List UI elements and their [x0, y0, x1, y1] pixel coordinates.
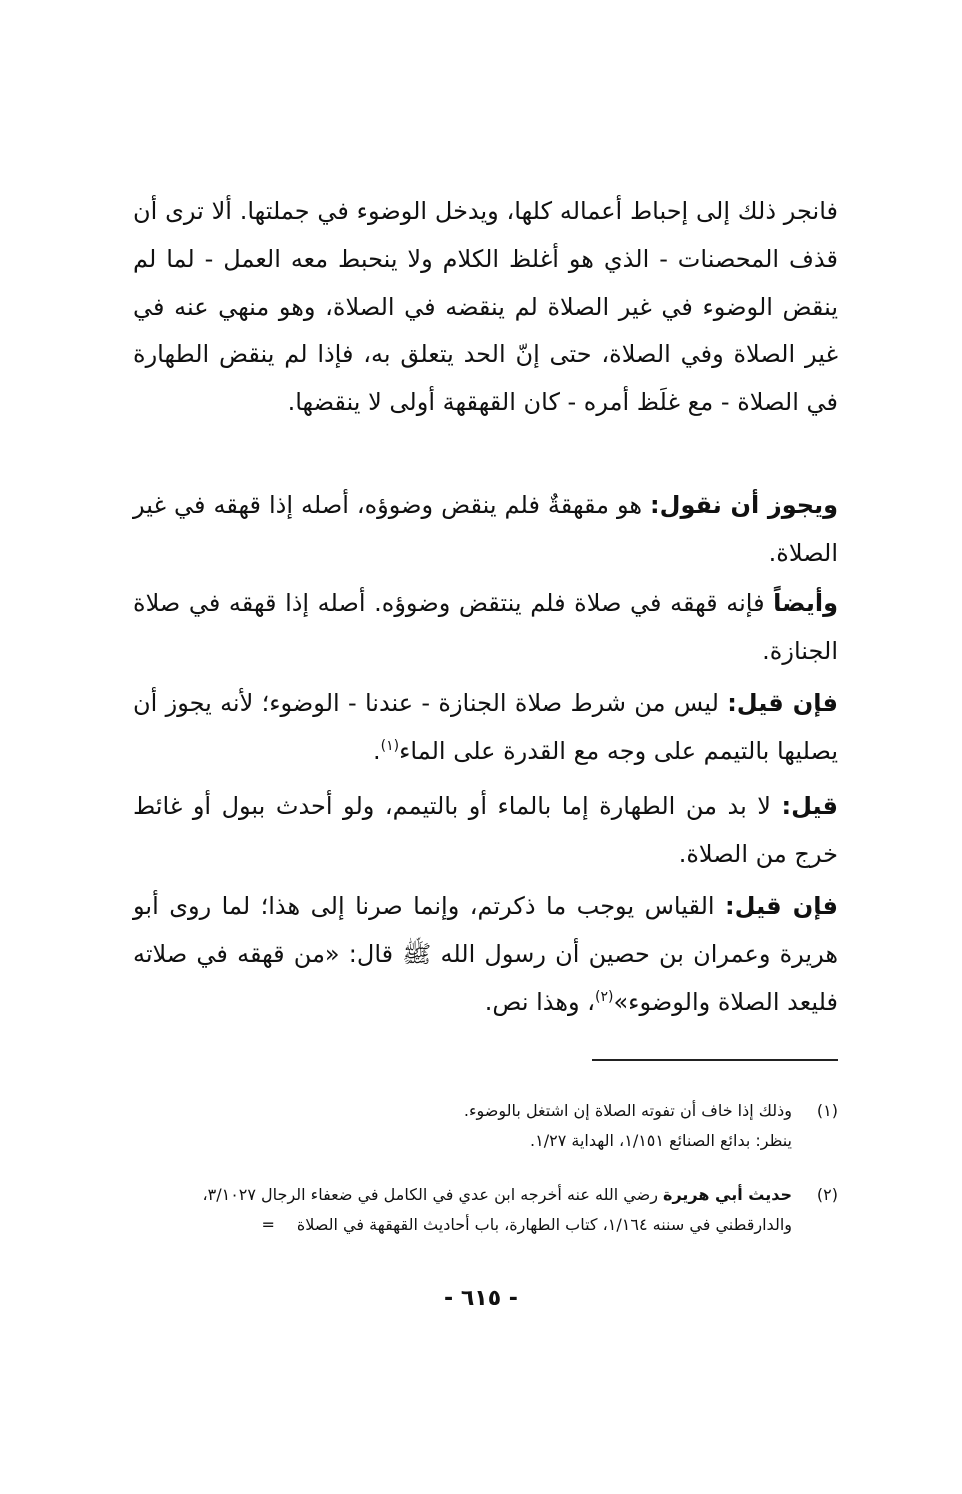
paragraph-6-tail: ، وهذا نص. — [484, 987, 596, 1016]
paragraph-5 — [133, 783, 838, 879]
paragraph-6-lead: فإن قيل: — [725, 892, 838, 920]
footnote-continuation-mark: = — [261, 1215, 275, 1234]
footnote-2-line-1: رضي الله عنه أخرجه ابن عدي في الكامل في ضعفاء الرجال ٣/١٠٢٧، — [202, 1185, 663, 1204]
footnote-1-line-2: ينظر: بدائع الصنائع ١/١٥١، الهداية ١/٢٧. — [530, 1131, 792, 1150]
paragraph-4-tail: . — [373, 736, 381, 765]
footnote-2 — [120, 1180, 838, 1240]
paragraph-2 — [133, 482, 838, 578]
paragraph-3 — [133, 580, 838, 676]
paragraph-6 — [133, 883, 838, 1026]
page-number: - ٦١٥ - — [444, 1286, 518, 1311]
paragraph-3-text: فإنه قهقه في صلاة فلم ينتقض وضوؤه. أصله إذا قهقه في صلاة الجنازة. — [133, 589, 838, 665]
paragraph-2-text: هو مقهقةٌ فلم ينقض وضوؤه، أصله إذا قهقه في غير الصلاة. — [133, 491, 838, 567]
footnote-1-number: (١) — [816, 1101, 838, 1120]
paragraph-1 — [133, 188, 838, 427]
footnote-ref-1[interactable]: (١) — [380, 737, 400, 754]
footnote-2-line-2: والدارقطني في سننه ١/١٦٤، كتاب الطهارة، باب أحاديث القهقهة في الصلاة — [296, 1215, 792, 1234]
paragraph-1-text: فانجر ذلك إلى إحباط أعماله كلها، ويدخل الوضوء في جملتها. ألا ترى أن قذف المحصنات - الذي هو أغلظ الكلام ولا ينحبط معه العمل - لما لم ينقض الوضوء في غير الصلاة لم ينقضه في الصلاة، وهو منهي عنه في غير الصلاة وفي الصلاة، حتى إنّ الحد يتعلق به، فإذا لم ينقض الطهارة في الصلاة - مع غلَظ أمره - كان القهقهة أولى لا ينقضها. — [133, 197, 838, 417]
footnote-divider — [592, 1059, 838, 1061]
paragraph-4-lead: فإن قيل: — [727, 689, 838, 717]
paragraph-5-lead: قيل: — [781, 792, 838, 820]
footnote-1 — [120, 1096, 838, 1156]
paragraph-5-text: لا بد من الطهارة إما بالماء أو بالتيمم، ولو أحدث ببول أو غائط خرج من الصلاة. — [133, 792, 838, 868]
footnote-2-number: (٢) — [816, 1185, 838, 1204]
footnote-2-lead: حديث أبي هريرة — [663, 1185, 792, 1204]
paragraph-4-text: ليس من شرط صلاة الجنازة - عندنا - الوضوء؛ لأنه يجوز أن يصليها بالتيمم على وجه مع القدرة على الماء — [133, 689, 838, 765]
paragraph-4 — [133, 680, 838, 776]
paragraph-2-lead: ويجوز أن نقول: — [650, 491, 839, 519]
paragraph-6-text: القياس يوجب ما ذكرتم، وإنما صرنا إلى هذا؛ لما روى أبو هريرة وعمران بن حصين أن رسول الله ﷺ قال: «من قهقه في صلاته فليعد الصلاة والوضوء» — [133, 892, 838, 1016]
paragraph-3-lead: وأيضاً — [773, 589, 838, 617]
footnote-ref-2[interactable]: (٢) — [595, 988, 614, 1005]
footnote-1-line-1: وذلك إذا خاف أن تفوته الصلاة إن اشتغل بالوضوء. — [463, 1101, 792, 1120]
